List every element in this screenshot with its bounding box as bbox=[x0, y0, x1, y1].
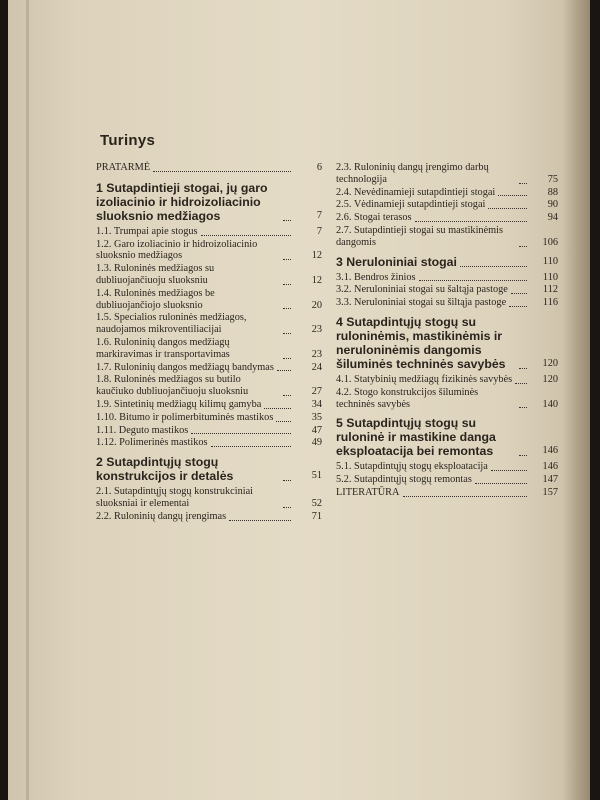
toc-page-number: 34 bbox=[311, 398, 322, 410]
toc-entry-title: 1.7. Ruloninių dangos medžiagų bandymas bbox=[96, 361, 274, 373]
toc-page-number: 120 bbox=[542, 373, 558, 385]
toc-entry-title: 1.8. Ruloninės medžiagos su butilo kaučiuko dubliuojančiuoju sluoksniu bbox=[96, 374, 249, 398]
toc-page-number: 7 bbox=[316, 209, 322, 221]
dot-leader bbox=[515, 383, 527, 384]
toc-page-number: 120 bbox=[542, 357, 558, 369]
toc-column-right bbox=[336, 162, 558, 506]
toc-entry bbox=[336, 461, 558, 473]
dot-leader bbox=[283, 259, 291, 260]
toc-entry bbox=[96, 412, 322, 424]
toc-page-number: 24 bbox=[311, 361, 322, 373]
toc-chapter bbox=[96, 181, 322, 223]
toc-page-number: 106 bbox=[542, 236, 558, 248]
dot-leader bbox=[519, 455, 527, 456]
toc-front-matter bbox=[336, 487, 558, 499]
dot-leader bbox=[211, 446, 291, 447]
dot-leader bbox=[283, 395, 291, 396]
dot-leader bbox=[229, 520, 291, 521]
toc-page-number: 88 bbox=[547, 186, 558, 198]
dot-leader bbox=[277, 370, 291, 371]
dot-leader bbox=[283, 220, 291, 221]
toc-page-number: 20 bbox=[311, 299, 322, 311]
toc-page-number: 35 bbox=[311, 411, 322, 423]
toc-entry-title: 2.6. Stogai terasos bbox=[336, 212, 412, 224]
toc-entry-title: 5 Sutapdintųjų stogų su ruloninė ir mastikine danga eksploatacija bei remontas bbox=[336, 416, 496, 459]
toc-page-number: 112 bbox=[542, 284, 558, 296]
toc-entry-title: 2.3. Ruloninių dangų įrengimo darbų technologija bbox=[336, 162, 489, 185]
toc-entry bbox=[336, 199, 558, 211]
toc-entry-title: 1.10. Bitumo ir polimerbituminės mastikos bbox=[96, 411, 274, 423]
dot-leader bbox=[283, 358, 291, 359]
toc-entry-title: 1.6. Ruloninių dangos medžiagų markiravimas ir transportavimas bbox=[96, 336, 230, 360]
dot-leader bbox=[519, 407, 527, 408]
dot-leader bbox=[276, 421, 291, 422]
toc-entry bbox=[96, 399, 322, 411]
toc-entry-title: PRATARMĖ bbox=[96, 162, 151, 173]
toc-entry bbox=[336, 297, 558, 309]
toc-page-number: 140 bbox=[542, 398, 558, 410]
toc-entry bbox=[96, 437, 322, 449]
toc-entry bbox=[96, 226, 322, 238]
dot-leader bbox=[191, 433, 291, 434]
toc-entry bbox=[336, 272, 558, 284]
toc-entry bbox=[96, 337, 322, 361]
toc-chapter bbox=[336, 255, 558, 269]
toc-entry-title: 3.2. Neruloniniai stogai su šaltąja pastoge bbox=[336, 284, 508, 296]
toc-page-number: 27 bbox=[311, 386, 322, 398]
dot-leader bbox=[283, 284, 291, 285]
dot-leader bbox=[488, 208, 527, 209]
dot-leader bbox=[419, 280, 527, 281]
toc-page-number: 49 bbox=[311, 437, 322, 449]
dot-leader bbox=[415, 221, 527, 222]
toc-entry-title: 1.11. Deguto mastikos bbox=[96, 424, 189, 436]
toc-entry-title: 1.1. Trumpai apie stogus bbox=[96, 225, 198, 237]
toc-entry-title: 4.1. Statybinių medžiagų fizikinės savybės bbox=[336, 373, 513, 385]
toc-page-number: 157 bbox=[542, 486, 558, 498]
toc-entry-title: LITERATŪRA bbox=[336, 486, 400, 498]
toc-page-number: 147 bbox=[542, 474, 558, 486]
dot-leader bbox=[498, 195, 527, 196]
toc-entry bbox=[96, 239, 322, 263]
toc-entry-title: 4 Sutapdintųjų stogų su ruloninėmis, mastikinėmis ir neruloninėmis dangomis šiluminės techninės savybės bbox=[336, 314, 506, 371]
dot-leader bbox=[403, 496, 528, 497]
toc-page-number: 52 bbox=[311, 497, 322, 509]
toc-entry-title: 3.3. Neruloniniai stogai su šiltąja pastoge bbox=[336, 297, 507, 309]
toc-entry bbox=[336, 374, 558, 386]
toc-entry-title: 2.7. Sutapdintieji stogai su mastikinėmis dangomis bbox=[336, 224, 504, 248]
toc-entry-title: 5.1. Sutapdintųjų stogų eksploatacija bbox=[336, 461, 488, 473]
dot-leader bbox=[475, 483, 527, 484]
toc-entry-title: 1.9. Sintetinių medžiagų kilimų gamyba bbox=[96, 398, 262, 410]
book-page bbox=[8, 0, 590, 800]
toc-entry-title: 2.5. Vėdinamieji sutapdintieji stogai bbox=[336, 199, 486, 211]
toc-entry bbox=[96, 425, 322, 437]
toc-page-number: 6 bbox=[316, 162, 322, 173]
dot-leader bbox=[264, 408, 291, 409]
toc-entry-title: 5.2. Sutapdintųjų stogų remontas bbox=[336, 474, 472, 486]
dot-leader bbox=[283, 333, 291, 334]
toc-entry bbox=[336, 162, 558, 186]
toc-page-number: 23 bbox=[311, 348, 322, 360]
toc-entry-title: 1 Sutapdintieji stogai, jų garo izoliacinio ir hidroizoliacinio sluoksnio medžiagos bbox=[96, 180, 268, 223]
toc-entry-title: 2 Sutapdintųjų stogų konstrukcijos ir detalės bbox=[96, 455, 234, 484]
toc-entry bbox=[96, 312, 322, 336]
toc-entry bbox=[96, 288, 322, 312]
toc-entry-title: 1.4. Ruloninės medžiagos be dubliuojančiojo sluoksnio bbox=[96, 287, 215, 311]
dot-leader bbox=[519, 368, 527, 369]
toc-page-number: 47 bbox=[311, 424, 322, 436]
toc-entry bbox=[336, 212, 558, 224]
toc-column-left bbox=[96, 162, 322, 524]
toc-page-number: 146 bbox=[542, 461, 558, 473]
dot-leader bbox=[509, 306, 527, 307]
dot-leader bbox=[283, 308, 291, 309]
toc-page-number: 7 bbox=[316, 225, 322, 237]
toc-entry-title: 2.1. Sutapdintųjų stogų konstrukciniai sluoksniai ir elementai bbox=[96, 486, 254, 509]
toc-page-number: 12 bbox=[311, 250, 322, 262]
toc-entry-title: 1.12. Polimerinės mastikos bbox=[96, 437, 208, 449]
toc-page-number: 90 bbox=[547, 199, 558, 211]
toc-entry bbox=[336, 187, 558, 199]
toc-page-number: 12 bbox=[311, 274, 322, 286]
toc-entry bbox=[96, 362, 322, 374]
toc-entry bbox=[96, 374, 322, 398]
toc-entry-title: 1.2. Garo izoliacinio ir hidroizoliacinio sluoksnio medžiagos bbox=[96, 238, 258, 262]
toc-page-number: 23 bbox=[311, 324, 322, 336]
toc-entry bbox=[336, 284, 558, 296]
toc-page-number: 110 bbox=[542, 271, 558, 283]
dot-leader bbox=[511, 293, 527, 294]
toc-entry bbox=[336, 474, 558, 486]
toc-entry bbox=[336, 225, 558, 249]
dot-leader bbox=[283, 507, 291, 508]
toc-chapter bbox=[96, 455, 322, 483]
toc-entry-title: 2.2. Ruloninių dangų įrengimas bbox=[96, 510, 227, 522]
toc-page-number: 146 bbox=[542, 445, 558, 457]
dot-leader bbox=[460, 266, 527, 267]
toc-entry-title: 3.1. Bendros žinios bbox=[336, 271, 416, 283]
toc-entry-title: 2.4. Nevėdinamieji sutapdintieji stogai bbox=[336, 186, 496, 198]
dot-leader bbox=[153, 171, 291, 172]
toc-entry-title: 1.5. Specialios ruloninės medžiagos, naudojamos mikroventiliacijai bbox=[96, 312, 247, 336]
toc-entry bbox=[96, 263, 322, 287]
toc-page-number: 110 bbox=[542, 255, 558, 267]
toc-entry-title: 4.2. Stogo konstrukcijos šiluminės techninės savybės bbox=[336, 386, 479, 410]
dot-leader bbox=[519, 183, 527, 184]
dot-leader bbox=[519, 246, 527, 247]
toc-page-number: 51 bbox=[311, 470, 322, 482]
dot-leader bbox=[491, 470, 527, 471]
dot-leader bbox=[283, 480, 291, 481]
toc-entry-title: 1.3. Ruloninės medžiagos su dubliuojančiuoju sluoksniu bbox=[96, 263, 215, 286]
page-title: Turinys bbox=[100, 132, 156, 149]
toc-front-matter bbox=[96, 162, 322, 174]
toc-entry bbox=[336, 387, 558, 411]
toc-page-number: 71 bbox=[311, 510, 322, 522]
toc-chapter bbox=[336, 315, 558, 371]
toc-page-number: 94 bbox=[547, 212, 558, 224]
toc-entry-title: 3 Neruloniniai stogai bbox=[336, 254, 457, 269]
toc-page-number: 75 bbox=[547, 173, 558, 185]
toc-chapter bbox=[336, 416, 558, 458]
toc-entry bbox=[96, 511, 322, 523]
toc-page-number: 116 bbox=[542, 297, 558, 309]
dot-leader bbox=[201, 235, 291, 236]
toc-entry bbox=[96, 486, 322, 510]
